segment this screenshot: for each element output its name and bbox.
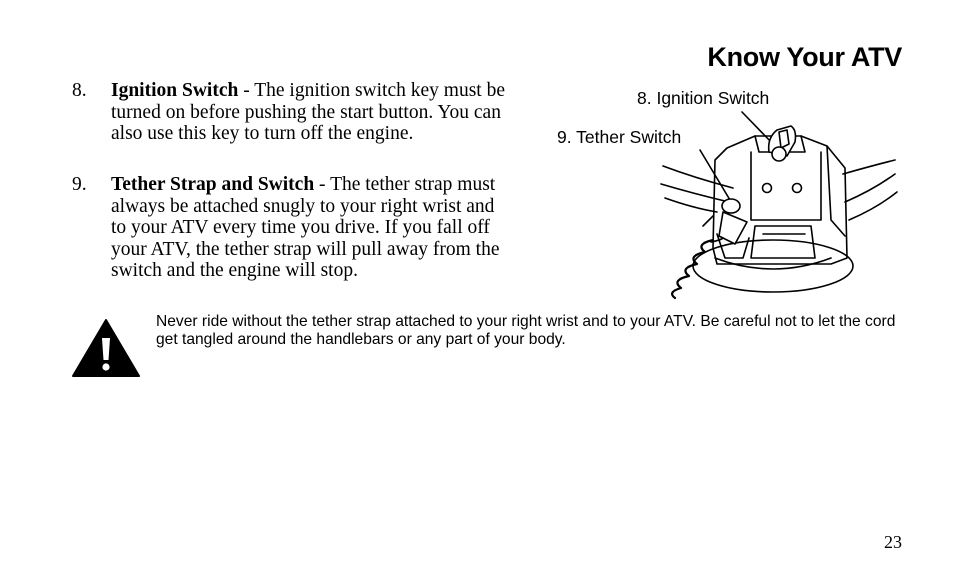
item-number: 8. <box>72 80 87 101</box>
tether-coil-icon <box>672 240 713 298</box>
item-description: - The ignition switch key must be turned on before pushing the start button. You can also use this key to turn off the engine. <box>111 80 505 144</box>
list-item-ignition-switch <box>72 80 514 145</box>
tether-clip <box>703 216 713 226</box>
cable-line <box>843 160 895 174</box>
item-body <box>111 174 514 282</box>
tether-switch-body <box>719 212 747 244</box>
warning-exclamation-icon <box>71 318 141 378</box>
cable-line <box>661 184 729 202</box>
key-cylinder <box>772 147 786 161</box>
figure-label-ignition-switch: 8. Ignition Switch <box>637 88 770 108</box>
front-panel <box>751 152 821 220</box>
page-title: Know Your ATV <box>707 42 902 72</box>
warning-text: Never ride without the tether strap attached to your right wrist and to your ATV. Be careful not to let the cord get tangled around the handlebars or any part of your body. <box>156 313 896 348</box>
cable-line <box>663 166 733 188</box>
cable-line <box>665 198 717 212</box>
atv-switch-illustration <box>655 108 905 300</box>
item-body <box>111 80 514 145</box>
item-term: Tether Strap and Switch <box>111 174 315 195</box>
cable-line <box>845 174 895 202</box>
list-item-tether-switch <box>72 174 514 282</box>
item-term: Ignition Switch <box>111 80 239 101</box>
tether-switch-icon <box>722 199 740 213</box>
item-description: - The tether strap must always be attached snugly to your right wrist and to your ATV every time you drive. If you fall off your ATV, the tether strap will pull away from the switch and the engine will stop. <box>111 174 500 281</box>
item-number: 9. <box>72 174 87 195</box>
panel-button <box>793 184 802 193</box>
base-ring <box>693 240 853 292</box>
page-number: 23 <box>884 532 902 552</box>
panel-button <box>763 184 772 193</box>
figure-label-tether-switch: 9. Tether Switch <box>557 127 682 147</box>
housing-edge <box>827 146 845 236</box>
